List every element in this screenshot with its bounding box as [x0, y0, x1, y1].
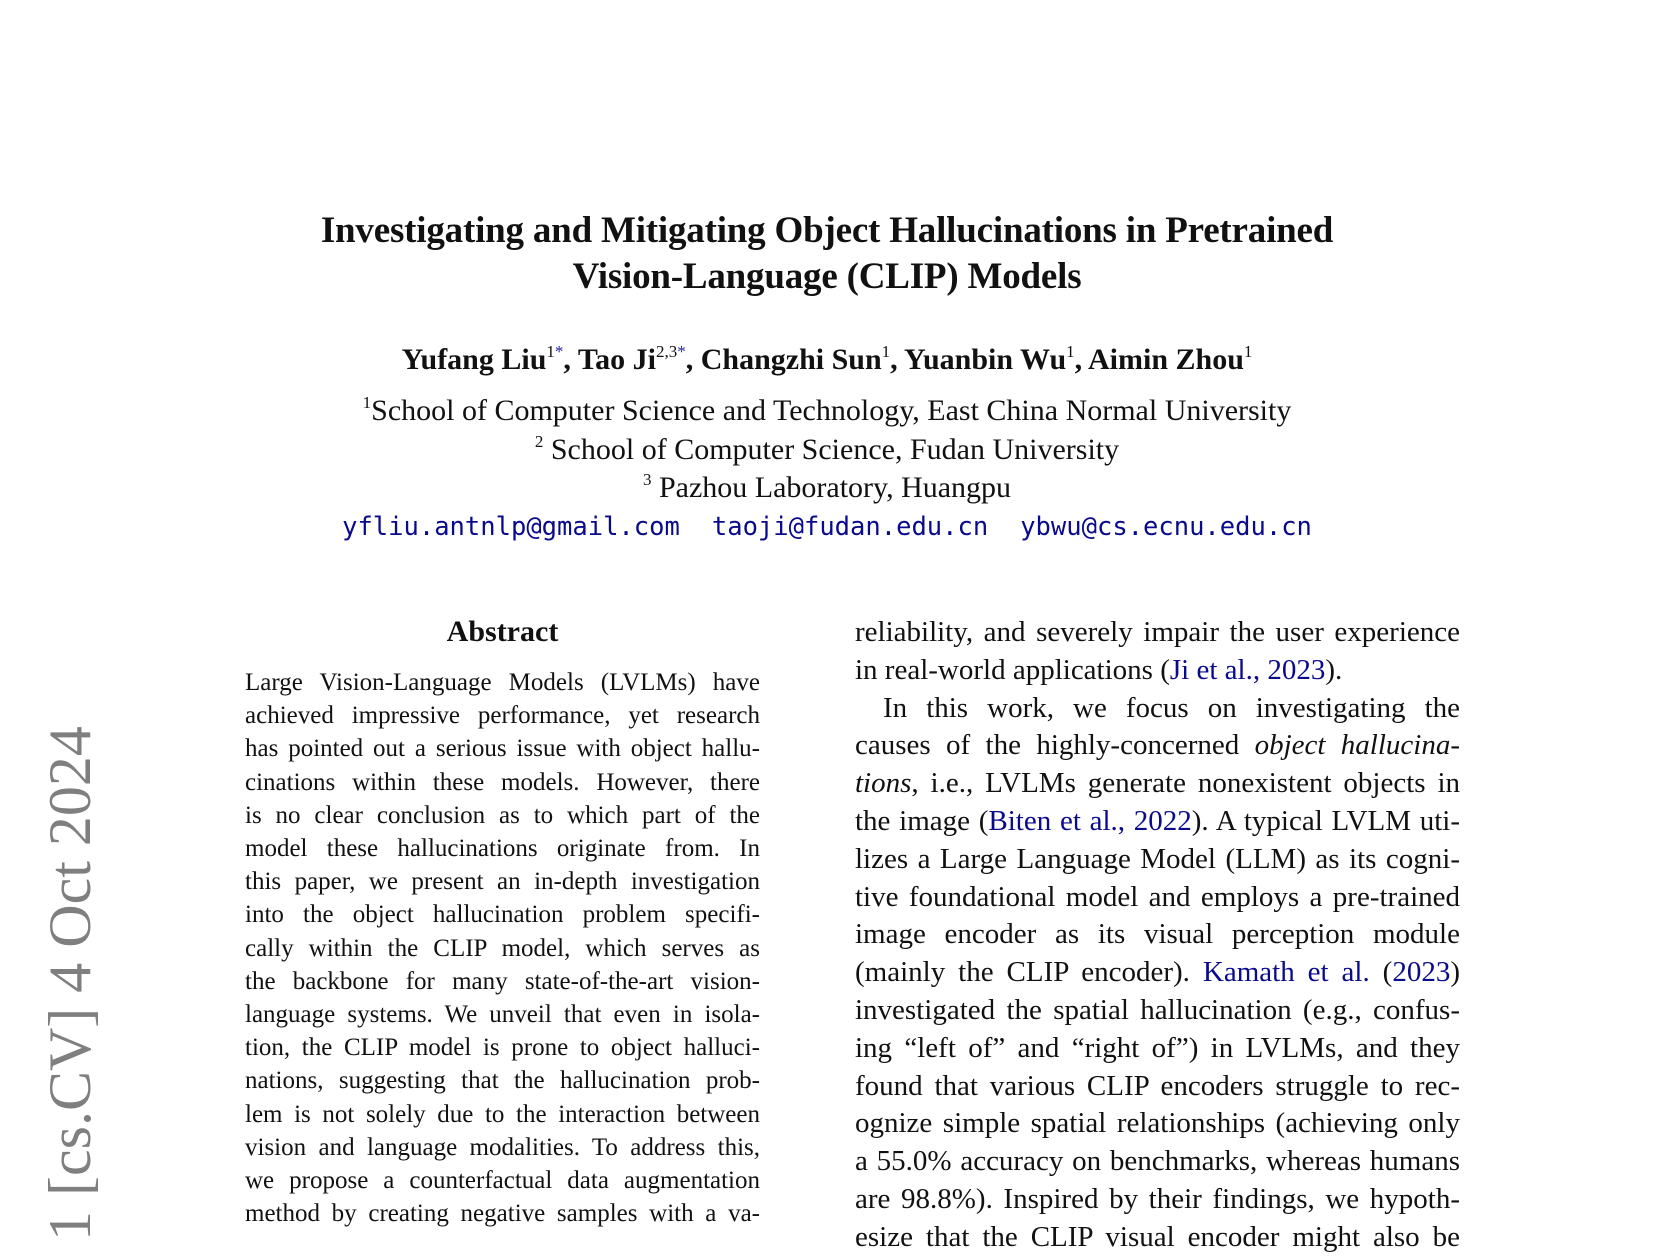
author-name: Yuanbin Wu	[904, 343, 1067, 376]
email-link[interactable]: ybwu@cs.ecnu.edu.cn	[1020, 512, 1312, 542]
abstract-section	[245, 612, 760, 1230]
abstract-line: is no clear conclusion as to which part of the	[245, 801, 760, 829]
author-affil-marker: 1	[1243, 342, 1253, 361]
abstract-body	[245, 666, 760, 1230]
abstract-line: vision and language modalities. To address this,	[245, 1133, 760, 1161]
affiliation-1: $^1$School of Computer Science and Technology, East China Normal University	[362, 393, 1292, 427]
author-name: Yufang Liu	[401, 343, 547, 376]
body-line: ognize simple spatial relationships (achieving only	[855, 1107, 1460, 1140]
email-link[interactable]: taoji@fudan.edu.cn	[711, 512, 989, 542]
title-line-1: Investigating and Mitigating Object Hallucinations in Pretrained	[320, 210, 1334, 251]
citation-link[interactable]: Kamath et al.	[1202, 956, 1370, 989]
intro-body	[855, 614, 1460, 1257]
abstract-line: has pointed out a serious issue with object hallu-	[245, 735, 760, 763]
email-list	[0, 510, 1654, 544]
body-line: esize that the CLIP visual encoder might also be	[855, 1220, 1460, 1253]
author-affil-marker: 1	[1066, 342, 1075, 361]
abstract-line: nations, suggesting that the hallucination prob-	[245, 1067, 760, 1095]
affiliations	[0, 392, 1654, 508]
author-affil-marker: 1	[881, 342, 891, 361]
email-link[interactable]: yfliu.antnlp@gmail.com	[342, 512, 680, 542]
citation-link[interactable]: Ji et al., 2023	[1169, 653, 1326, 686]
body-line: reliability, and severely impair the user experience	[855, 616, 1460, 648]
paragraph-start-line: In this work, we focus on investigating the	[883, 691, 1460, 724]
body-line: image encoder as its visual perception module	[855, 918, 1460, 951]
abstract-line: Large Vision-Language Models (LVLMs) have	[245, 669, 760, 696]
author-affil-marker: 1*	[546, 342, 564, 361]
body-line: tive foundational model and employs a pre-trained	[855, 880, 1460, 913]
abstract-line: lem is not solely due to the interaction between	[245, 1100, 760, 1128]
author-affil-marker: 2,3*	[655, 342, 686, 361]
citation-year-link[interactable]: 2023	[1392, 956, 1451, 989]
body-line: lizes a Large Language Model (LLM) as its cogni-	[855, 842, 1460, 875]
title-line-2: Vision-Language (CLIP) Models	[572, 256, 1082, 297]
abstract-line: into the object hallucination problem specifi-	[245, 901, 760, 929]
abstract-line: method by creating negative samples with a va-	[245, 1200, 760, 1228]
body-line: found that various CLIP encoders struggle to rec-	[855, 1069, 1460, 1102]
body-line: the image (Biten et al., 2022). A typical LVLM uti-	[855, 804, 1460, 837]
body-line: investigated the spatial hallucination (e.g., confus-	[855, 993, 1460, 1026]
author-name: Tao Ji	[577, 343, 656, 376]
body-line: causes of the highly-concerned object hallucina-	[855, 729, 1461, 762]
abstract-line: this paper, we present an in-depth investigation	[245, 868, 760, 896]
body-line: are 98.8%). Inspired by their findings, we hypoth-	[855, 1182, 1460, 1215]
author-name: Changzhi Sun	[700, 343, 882, 376]
abstract-line: achieved impressive performance, yet research	[245, 702, 760, 730]
abstract-line: cally within the CLIP model, which serves as	[245, 934, 760, 962]
body-line: a 55.0% accuracy on benchmarks, whereas humans	[855, 1145, 1460, 1178]
abstract-line: language systems. We unveil that even in isola-	[245, 1001, 760, 1029]
body-line: ing “left of” and “right of”) in LVLMs, and they	[855, 1031, 1460, 1064]
abstract-line: model these hallucinations originate from. In	[245, 835, 760, 863]
author-name: Aimin Zhou	[1088, 343, 1244, 376]
abstract-heading: Abstract	[446, 615, 559, 648]
affiliation-3: $^3$ Pazhou Laboratory, Huangpu	[642, 470, 1012, 504]
arxiv-side-stamp: 1 [cs.CV] 4 Oct 2024	[37, 726, 103, 1241]
citation-link[interactable]: Biten et al., 2022	[988, 804, 1192, 837]
author-list: Yufang Liu$^{1*}$, Tao $Ji^{2,3*}$, Changzhi Sun$^1$, Yuanbin Wu$^1$, Aimin Zhou$^1$	[401, 342, 1253, 376]
footnote-link[interactable]: *	[554, 342, 564, 361]
body-line: in real-world applications (Ji et al., 2023).	[855, 653, 1343, 686]
body-line: tions, i.e., LVLMs generate nonexistent objects in	[855, 767, 1460, 800]
abstract-line: we propose a counterfactual data augmentation	[245, 1167, 760, 1195]
footnote-link[interactable]: *	[677, 342, 686, 361]
paper-title	[0, 208, 1654, 300]
abstract-line: tion, the CLIP model is prone to object halluci-	[245, 1034, 760, 1062]
abstract-line: cinations within these models. However, there	[245, 768, 760, 796]
affiliation-2: $^2$ School of Computer Science, Fudan University	[534, 431, 1120, 466]
body-line: (mainly the CLIP encoder). Kamath et al. (2023)	[855, 956, 1460, 989]
abstract-line: the backbone for many state-of-the-art vision-	[245, 967, 760, 995]
